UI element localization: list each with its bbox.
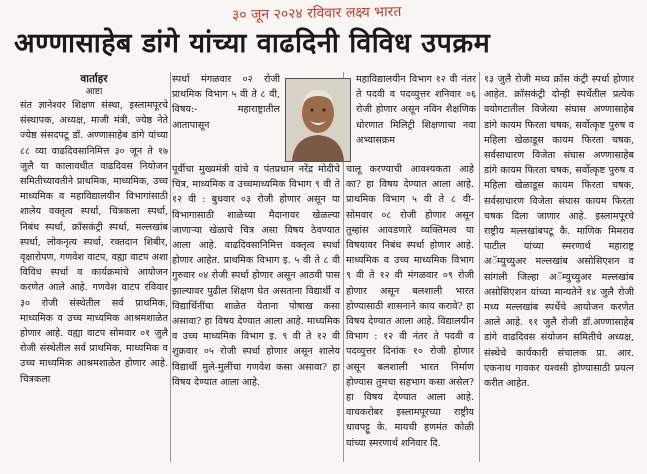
article-column-2-top — [172, 72, 280, 162]
article-text: १३ जुलै रोजी मध्य क्रॉस कंट्री स्पर्धा होणार आहेत. क्रॉसकंट्री दोन्ही स्पर्धेतील प्रत्येक वयोगटातील विजेत्या संघास अण्णासाहेब डांगे कायम फिरता चषक, सर्वोत्कृष्ट पुरुष व महिला खेळाडूस कायम फिरता चषक, सर्वसाधारण विजेता संघास अण्णासाहेब डांगे कायम फिरता चषक, सर्वोत्कृष्ट पुरुष व महिला खेळाडूस कायम फिरता चषक, सर्वसाधारण विजेता संघास कायम फिरता चषक दिला जाणार आहे. इस्लामपूरचे राष्ट्रीय मल्लखांबपटू कै. माणिक मिमराव पाटील यांच्या स्मरणार्थ महाराष्ट्र अॅम्युच्युअर मल्लखांब असोसिएशन व सांगली जिल्हा अॅम्युच्युअर मल्लखांब असोसिएशन यांच्या मान्यतेने १४ जुलै रोजी मध्य मल्लखांब स्पर्धेचे आयोजन करणेत आले आहे. ११ जुलै रोजी डॉ.अण्णासाहेब डांगे वाढदिवस संयोजन समितीचे अध्यक्ष, संस्थेचे कार्यकारी संचालक प्रा. आर. एकनाथ गावकर यश्वसी होण्यासाठी प्रयत्न करीत आहेत. — [484, 74, 634, 390]
dateline-place: आष्टा — [85, 87, 103, 97]
column-divider — [479, 72, 480, 462]
article-column-4 — [484, 72, 634, 462]
article-text: संत ज्ञानेश्वर शिक्षण संस्था, इस्लामपूरचे संस्थापक, अध्यक्ष, माजी मंत्री, ज्येष्ठ नेते ज्येष्ठ संसदपटू डॉ. अण्णासाहेब डांगे यांच्या ८८ व्या वाढदिवसानिमित्त ३० जून ते १७ जुलै या कालावधीत वाढदिवस नियोजन समितीच्यावतीने प्राथमिक, माध्यमिक, उच्च माध्यमिक व महाविद्यालयीन विभागांसाठी शालेय वक्तृत्व स्पर्धा, चित्रकला स्पर्धा, निबंध स्पर्धा, क्रॉसकंट्री स्पर्धा, मल्लखांब स्पर्धा, लोकनृत्य स्पर्धा, रक्तदान शिबीर, वृक्षारोपण, गणवेश वाटप, वह्या वाटप अशा विविध स्पर्धा व कार्यक्रमांचे आयोजन करणेत आले आहे. गणवेश वाटप रविवार ३० रोजी संस्थेतील सर्व प्राथमिक, माध्यमिक व उच्च माध्यमिक आश्रमशाळेत होणार आहे. वह्या वाटप सोमवार ०१ जुलै रोजी संस्थेतील सर्व प्राथमिक, माध्यमिक व उच्च माध्यमिक आश्रमशाळेत होणार आहे. चित्रकला — [20, 100, 168, 385]
column-divider — [170, 72, 171, 462]
article-text: महाविद्यालयीन विभाग १२ वी नंतर ते पदवी व पदव्युत्तर शनिवार ०६ रोजी होणार असून नविन शैक्षणिक धोरणात मिलिट्री शिक्षणाचा नवा अभ्यासक्रम — [356, 74, 476, 146]
portrait-photo — [285, 78, 351, 162]
article-text: चालू करण्याची आवश्यकता आहे का? हा विषय देण्यात आला आहे. प्राथमिक विभाग ५ वी ते ८ वी-सोमवार ०८ रोजी होणार असून तुम्हांस आवडणारे व्यक्तिमत्व या विषयावर निबंध स्पर्धा होणार आहे. माध्यमिक व उच्च माध्यमिक विभाग ९ वी ते १२ वी मंगळवार ०९ रोजी होणार असून बलशाली भारत होण्यासाठी शासनाने काय करावे? हा विषय देण्यात आला आहे. विद्यालयीन विभाग : १२ वी नंतर ते पदवी व पदव्युत्तर दिनांक १० रोजी होणार असून बलशाली भारत निर्माण होण्यास तुमचा सहभाग कसा असेल? हा विषय देण्यात आला आहे. वाचकरोबर इस्लामपूरच्या राष्ट्रीय धावपट्टू के. मायची हणमंत कोळी यांच्या स्मरणार्थ शनिवार दि. — [346, 164, 474, 449]
handwritten-date-note: ३० जून २०२४ रविवार लक्ष्य भारत — [231, 3, 402, 24]
article-text: स्पर्धा मंगळवार ०२ रोजी प्राथमिक विभाग ५ वी ते ८ वी, विषय:- महाराष्ट्रातील आतापासून — [172, 74, 280, 131]
headline: अण्णासाहेब डांगे यांच्या वाढदिनी विविध उपक्रम — [14, 28, 491, 59]
portrait-image — [286, 79, 350, 161]
article-column-3-top — [356, 72, 476, 162]
article-column-3 — [346, 162, 474, 462]
article-text: पूर्वीचा मुख्यमंत्री यांचे व पंतप्रधान नरेंद्र मोदीचे चित्र, माध्यमिक व उच्चमाध्यमिक विभाग ९ वी ते १२ वी : बुधवार ०३ रोजी होणार असून या विभागासाठी शाळेच्या मैदानावर खेळल्या जाणाऱ्या खेळाचे चित्र असा विषय ठेवण्यात आला आहे. वाढदिवसानिमित्त वक्तृत्व स्पर्धा होणार आहेत. प्राथमिक विभाग इ. ५ वी ते ८ वी गुरुवार ०४ रोजी स्पर्धा होणार असून आठवी पास झाल्यावर पुढील शिक्षण घेत असताना विद्यार्थी व विद्यार्थिनींचा शाळेत येताना पोषाख कसा असावा? हा विषय देण्यात आला आहे. माध्यमिक व उच्च माध्यमिक विभाग इ. ९ वी ते १२ वी शुक्रवार ०५ रोजी स्पर्धा होणार असून शालेय विद्यार्थी मुले-मुलींचा गणवेश कसा असावा? हा विषय देण्यात आला आहे. — [172, 164, 340, 388]
byline: वार्ताहर — [80, 73, 108, 85]
article-column-1 — [20, 72, 168, 462]
article-column-2 — [172, 162, 340, 462]
